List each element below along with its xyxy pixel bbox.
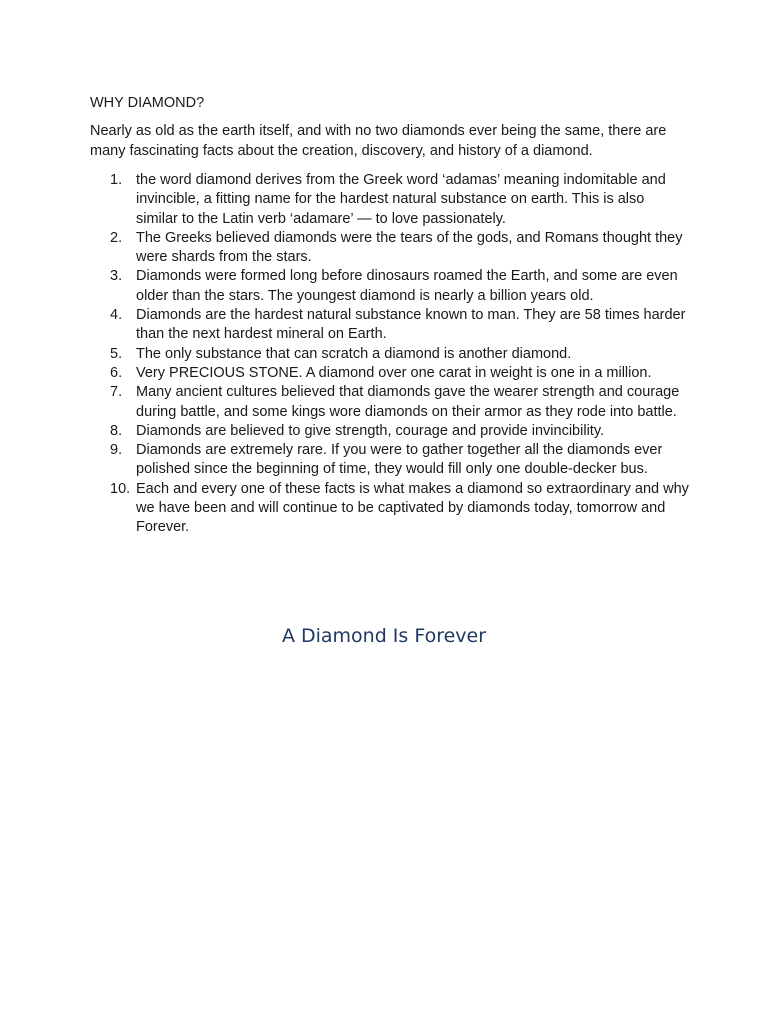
list-item (90, 306, 690, 345)
list-item (90, 422, 690, 441)
list-item-number: 1. (110, 172, 123, 188)
list-item (90, 229, 690, 268)
facts-list (90, 171, 690, 538)
list-item-text: The only substance that can scratch a diamond is another diamond. (136, 345, 572, 362)
list-item (90, 480, 690, 538)
list-item-number: 2. (110, 229, 123, 246)
tagline-heading: A Diamond Is Forever (281, 625, 487, 647)
list-item (90, 383, 690, 422)
list-item-text: The Greeks believed diamonds were the tears of the gods, and Romans thought they were shards from the stars. (136, 229, 683, 266)
list-item-number: 4. (110, 307, 123, 324)
list-item-number: 7. (110, 384, 123, 401)
list-item (90, 267, 690, 306)
list-item (90, 441, 690, 480)
list-item-text: Very PRECIOUS STONE. A diamond over one carat in weight is one in a million. (136, 364, 652, 381)
list-item-text: Diamonds were formed long before dinosaurs roamed the Earth, and some are even older than the stars. The youngest diamond is nearly a billion years old. (136, 268, 678, 304)
document-heading: WHY DIAMOND? (90, 95, 205, 111)
list-item-text: Diamonds are believed to give strength, courage and provide invincibility. (136, 422, 605, 439)
list-item-number: 5. (110, 345, 123, 362)
list-item-number: 8. (110, 422, 123, 439)
list-item (90, 364, 690, 383)
list-item-text: the word diamond derives from the Greek word ‘adamas’ meaning indomitable and invincible, a fitting name for the hardest natural substance on earth. This is also similar to the Latin verb ‘adamare’ — to love passionately. (136, 172, 666, 227)
list-item-text: Diamonds are the hardest natural substance known to man. They are 58 times harder than the next hardest mineral on Earth. (136, 307, 686, 343)
list-item-number: 6. (110, 364, 123, 381)
intro-paragraph: Nearly as old as the earth itself, and with no two diamonds ever being the same, there are many fascinating facts about the creation, discovery, and history of a diamond. (90, 123, 667, 159)
list-item-text: Many ancient cultures believed that diamonds gave the wearer strength and courage during battle, and some kings wore diamonds on their armor as they rode into battle. (136, 384, 680, 420)
list-item-number: 9. (110, 442, 123, 459)
list-item-number: 3. (110, 268, 123, 285)
list-item-text: Each and every one of these facts is what makes a diamond so extraordinary and why we have been and will continue to be captivated by diamonds today, tomorrow and Forever. (136, 480, 689, 536)
list-item (90, 171, 690, 229)
list-item-text: Diamonds are extremely rare. If you were to gather together all the diamonds ever polished since the beginning of time, they would fill only one double-decker bus. (136, 442, 663, 478)
list-item (90, 345, 690, 364)
list-item-number: 10. (110, 480, 131, 497)
